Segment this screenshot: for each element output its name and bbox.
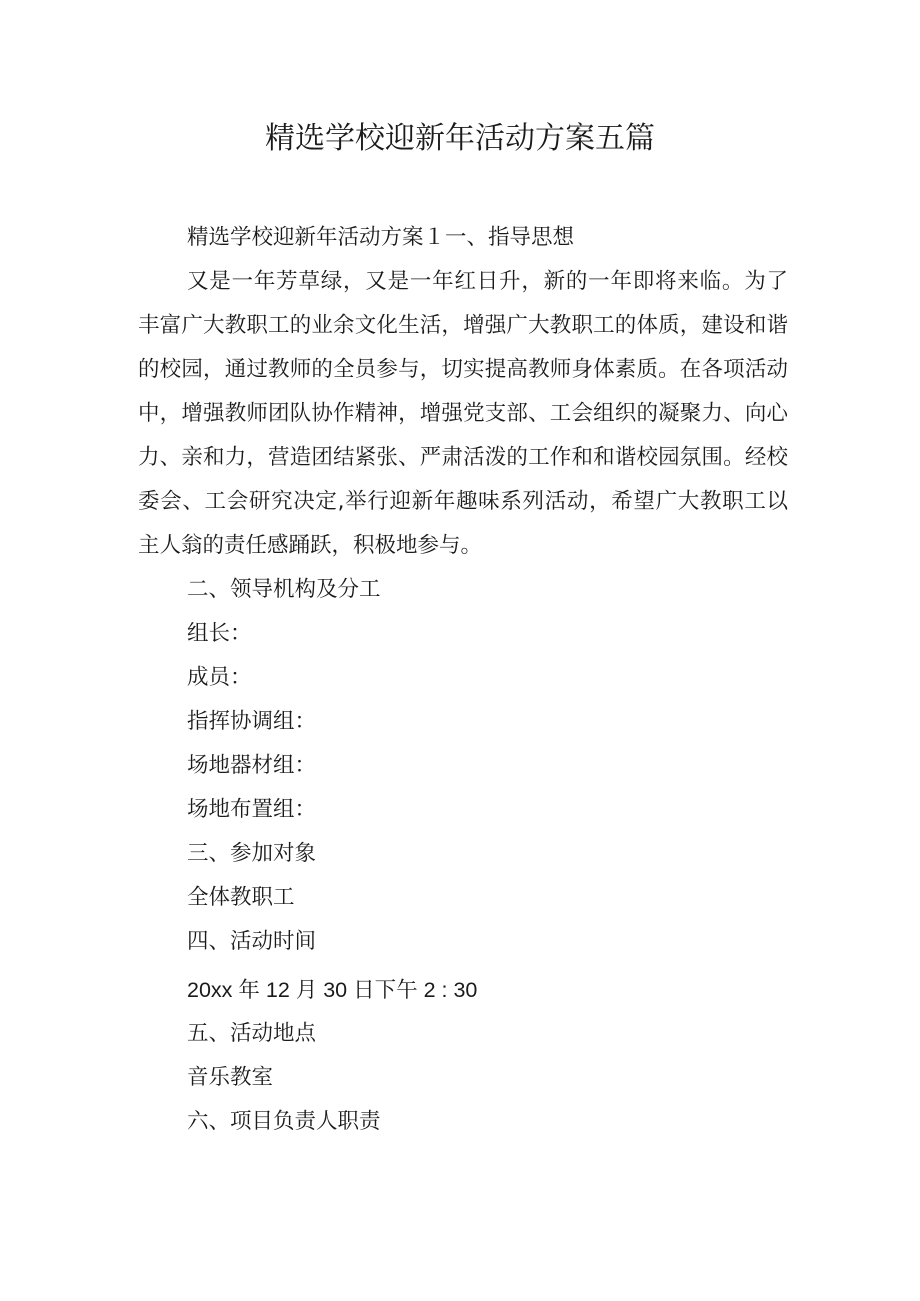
layout-group-line: 场地布置组： bbox=[187, 797, 317, 822]
section-heading-responsibilities: 六、项目负责人职责 bbox=[187, 1109, 381, 1134]
section-heading-time: 四、活动时间 bbox=[187, 929, 317, 954]
command-group-line: 指挥协调组： bbox=[187, 709, 317, 734]
members-line: 成员： bbox=[187, 665, 252, 690]
time-line: 20xx 年 12 月 30 日下午 2 : 30 bbox=[187, 978, 478, 1002]
paragraph-guiding-ideology: 又是一年芳草绿，又是一年红日升，新的一年即将来临。为了丰富广大教职工的业余文化生活，增强广大教职工的体质，建设和谐的校园，通过教师的全员参与，切实提高教师身体素质。在各项活动中，增强教师团队协作精神，增强党支部、工会组织的凝聚力、向心力、亲和力，营造团结紧张、严肃活泼的工作和和谐校园氛围。经校委会、工会研究决定,举行迎新年趣味系列活动，希望广大教职工以主人翁的责任感踊跃，积极地参与。 bbox=[138, 269, 788, 558]
section-heading-participants: 三、参加对象 bbox=[187, 841, 317, 866]
section-heading-leadership: 二、领导机构及分工 bbox=[187, 577, 381, 602]
equipment-group-line: 场地器材组： bbox=[187, 753, 317, 778]
section-heading-location: 五、活动地点 bbox=[187, 1021, 317, 1046]
location-line: 音乐教室 bbox=[187, 1065, 274, 1090]
leader-line: 组长： bbox=[187, 621, 252, 646]
document-body bbox=[138, 216, 788, 1144]
document-title: 精选学校迎新年活动方案五篇 bbox=[265, 121, 655, 156]
participants-line: 全体教职工 bbox=[187, 885, 295, 910]
section-heading-guiding-ideology: 精选学校迎新年活动方案１一、指导思想 bbox=[187, 225, 575, 250]
